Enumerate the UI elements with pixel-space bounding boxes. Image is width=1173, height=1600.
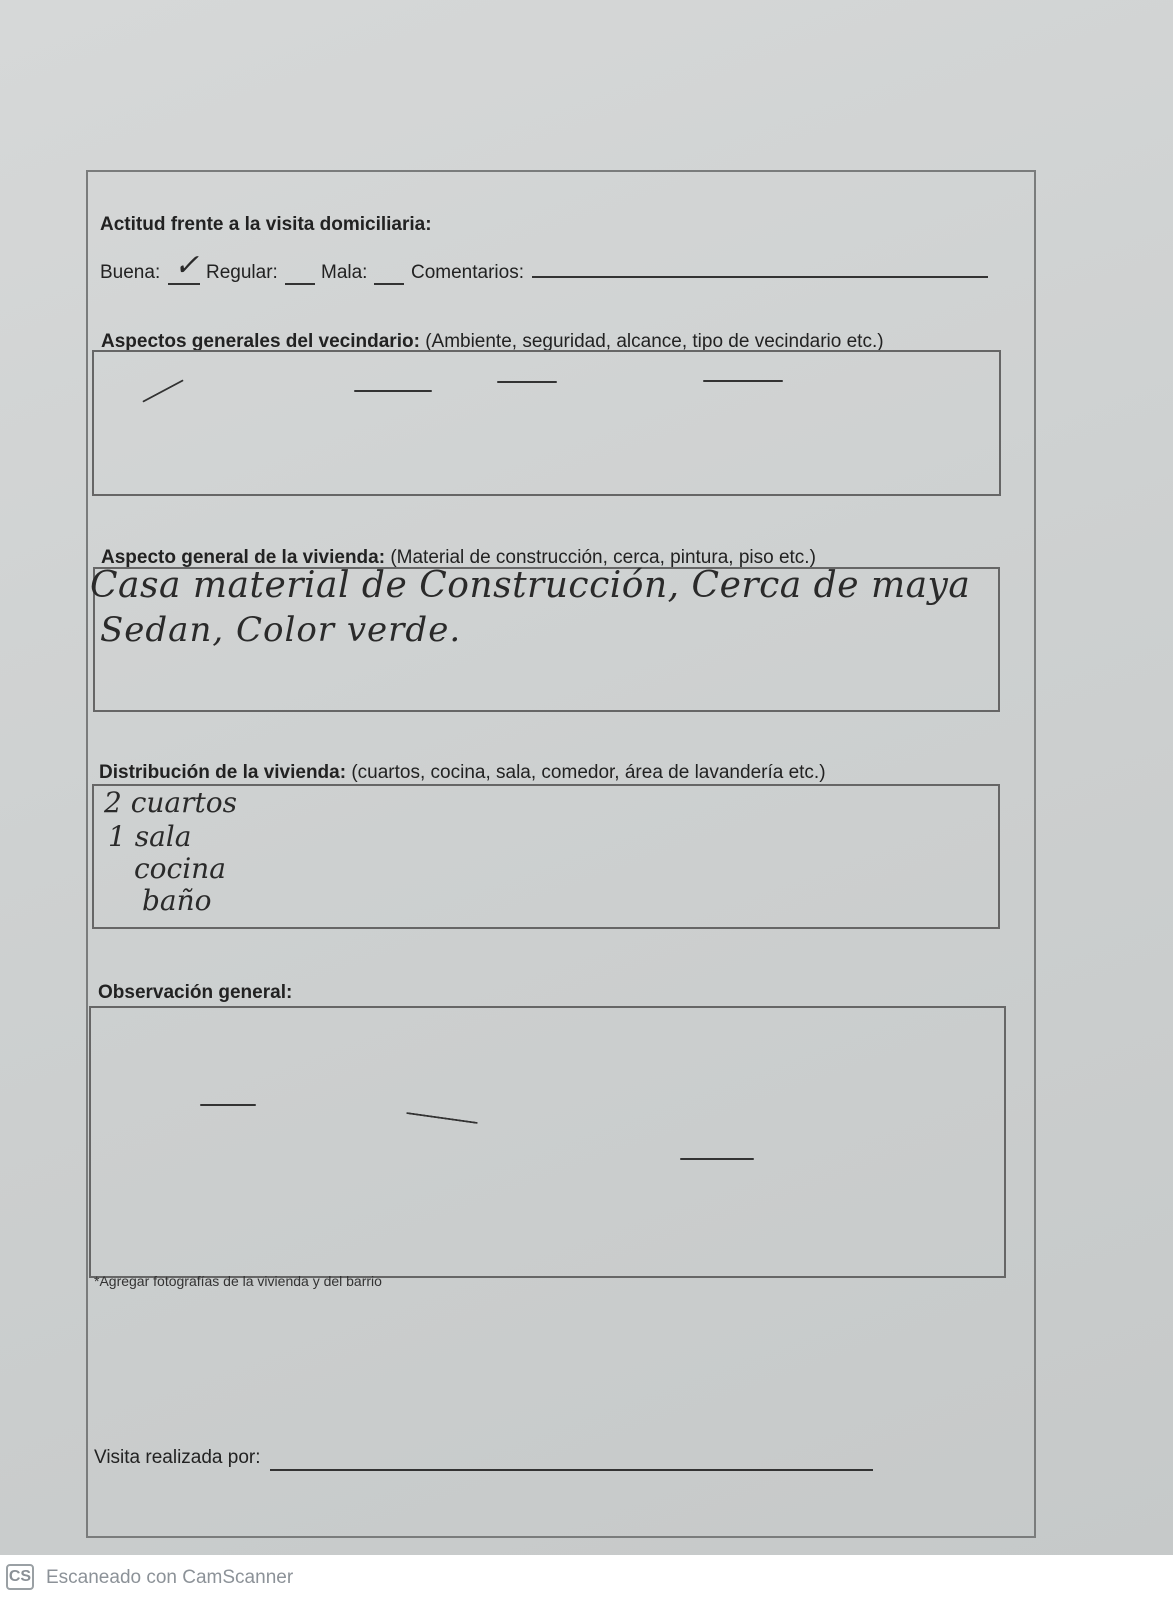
camscanner-watermark: Escaneado con CamScanner: [46, 1567, 294, 1588]
neighborhood-box: [92, 350, 1001, 496]
distribution-heading: Distribución de la vivienda:: [99, 762, 347, 783]
distribution-item: 1 sala: [108, 820, 192, 853]
neighborhood-dash: [497, 381, 557, 383]
observation-box: [89, 1006, 1006, 1278]
housing-heading: Aspecto general de la vivienda:: [101, 547, 386, 568]
observation-heading: Observación general:: [98, 982, 293, 1003]
buena-label: Buena:: [100, 262, 161, 283]
distribution-item: cocina: [134, 852, 226, 885]
comentarios-line: [532, 276, 988, 278]
distribution-item: 2 cuartos: [104, 786, 237, 819]
neighborhood-dash: [703, 380, 783, 382]
neighborhood-dash: [354, 390, 432, 392]
housing-hint: (Material de construcción, cerca, pintura, piso etc.): [390, 547, 816, 568]
distribution-item: baño: [142, 884, 212, 917]
regular-blank: [285, 283, 315, 285]
observation-dash: [200, 1104, 256, 1106]
photos-note: *Agregar fotografías de la vivienda y del barrio: [94, 1273, 382, 1289]
buena-blank: [168, 283, 200, 285]
mala-blank: [374, 283, 404, 285]
observation-dash: [680, 1158, 754, 1160]
regular-label: Regular:: [206, 262, 278, 283]
visit-by-label: Visita realizada por:: [94, 1447, 261, 1468]
comentarios-label: Comentarios:: [411, 262, 524, 283]
attitude-heading: Actitud frente a la visita domiciliaria:: [100, 214, 432, 235]
distribution-title: [99, 762, 826, 784]
housing-handwriting-line2: Sedan, Color verde.: [100, 610, 462, 650]
buena-checkmark: ✓: [174, 248, 200, 283]
scanner-footer: [0, 1555, 1173, 1600]
housing-handwriting-line1: Casa material de Construcción, Cerca de maya: [90, 565, 971, 606]
camscanner-logo-icon: CS: [6, 1564, 34, 1590]
visit-by-line: [270, 1469, 873, 1471]
mala-label: Mala:: [321, 262, 368, 283]
neighborhood-hint: (Ambiente, seguridad, alcance, tipo de vecindario etc.): [425, 331, 884, 352]
neighborhood-heading: Aspectos generales del vecindario:: [101, 331, 420, 352]
distribution-hint: (cuartos, cocina, sala, comedor, área de lavandería etc.): [351, 762, 826, 783]
